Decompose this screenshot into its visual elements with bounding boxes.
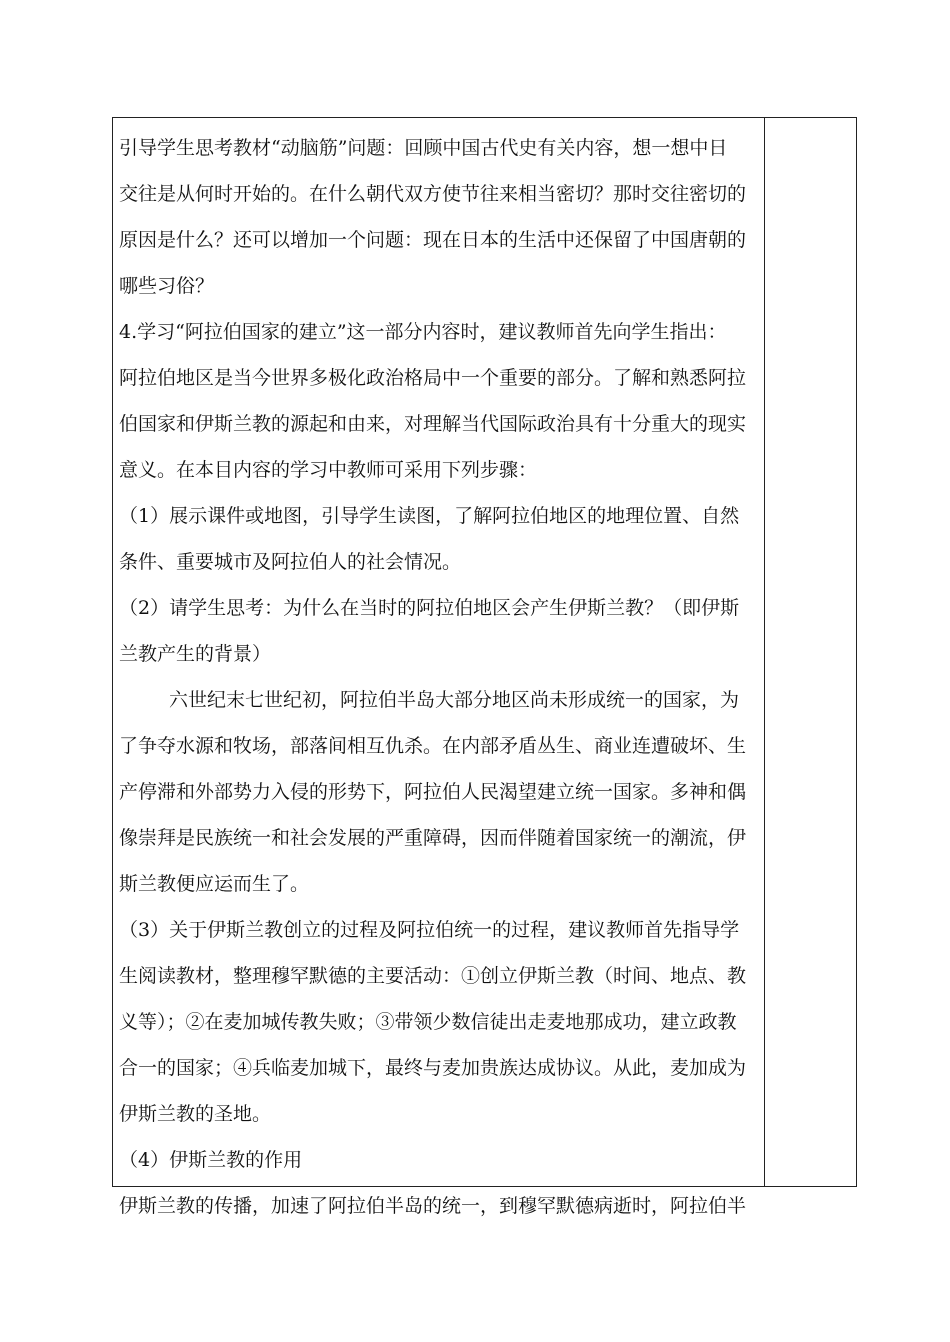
text-line: 引导学生思考教材“动脑筋”问题：回顾中国古代史有关内容，想一想中日 [119, 137, 728, 159]
text-line: 伊斯兰教的圣地。 [119, 1103, 272, 1125]
text-line: 像崇拜是民族统一和社会发展的严重障碍，因而伴随着国家统一的潮流，伊 [119, 827, 747, 849]
text-line: （4）伊斯兰教的作用 [119, 1149, 303, 1171]
text-line: 阿拉伯地区是当今世界多极化政治格局中一个重要的部分。了解和熟悉阿拉 [119, 367, 747, 389]
content-cell [113, 118, 764, 1217]
text-line: 伯国家和伊斯兰教的源起和由来，对理解当代国际政治具有十分重大的现实 [119, 413, 747, 435]
text-line: （1）展示课件或地图，引导学生读图，了解阿拉伯地区的地理位置、自然 [119, 505, 740, 527]
text-line: 产停滞和外部势力入侵的形势下，阿拉伯人民渴望建立统一国家。多神和偶 [119, 781, 747, 803]
text-line: 意义。在本目内容的学习中教师可采用下列步骤： [119, 459, 538, 481]
text-line: 六世纪末七世纪初，阿拉伯半岛大部分地区尚未形成统一的国家，为 [169, 689, 740, 711]
text-line: 交往是从何时开始的。在什么朝代双方使节往来相当密切？那时交往密切的 [119, 183, 747, 205]
text-line: （2）请学生思考：为什么在当时的阿拉伯地区会产生伊斯兰教？（即伊斯 [119, 597, 740, 619]
text-line: 了争夺水源和牧场，部落间相互仇杀。在内部矛盾丛生、商业连遭破坏、生 [119, 735, 747, 757]
text-line: （3）关于伊斯兰教创立的过程及阿拉伯统一的过程，建议教师首先指导学 [119, 919, 740, 941]
text-line: 条件、重要城市及阿拉伯人的社会情况。 [119, 551, 462, 573]
text-line: 生阅读教材，整理穆罕默德的主要活动：①创立伊斯兰教（时间、地点、教 [119, 965, 747, 987]
text-line: 义等）；②在麦加城传教失败；③带领少数信徒出走麦地那成功，建立政教 [119, 1011, 737, 1033]
text-line: 哪些习俗？ [119, 275, 215, 297]
text-line: 兰教产生的背景） [119, 643, 272, 665]
text-line: 伊斯兰教的传播，加速了阿拉伯半岛的统一，到穆罕默德病逝时，阿拉伯半 [119, 1195, 747, 1217]
text-line: 合一的国家；④兵临麦加城下，最终与麦加贵族达成协议。从此，麦加成为 [119, 1057, 747, 1079]
text-line: 斯兰教便应运而生了。 [119, 873, 310, 895]
notes-cell [765, 118, 856, 1186]
text-line: 原因是什么？还可以增加一个问题：现在日本的生活中还保留了中国唐朝的 [119, 229, 747, 251]
lesson-table [112, 117, 857, 1217]
text-line: 4.学习“阿拉伯国家的建立”这一部分内容时，建议教师首先向学生指出： [119, 321, 727, 343]
